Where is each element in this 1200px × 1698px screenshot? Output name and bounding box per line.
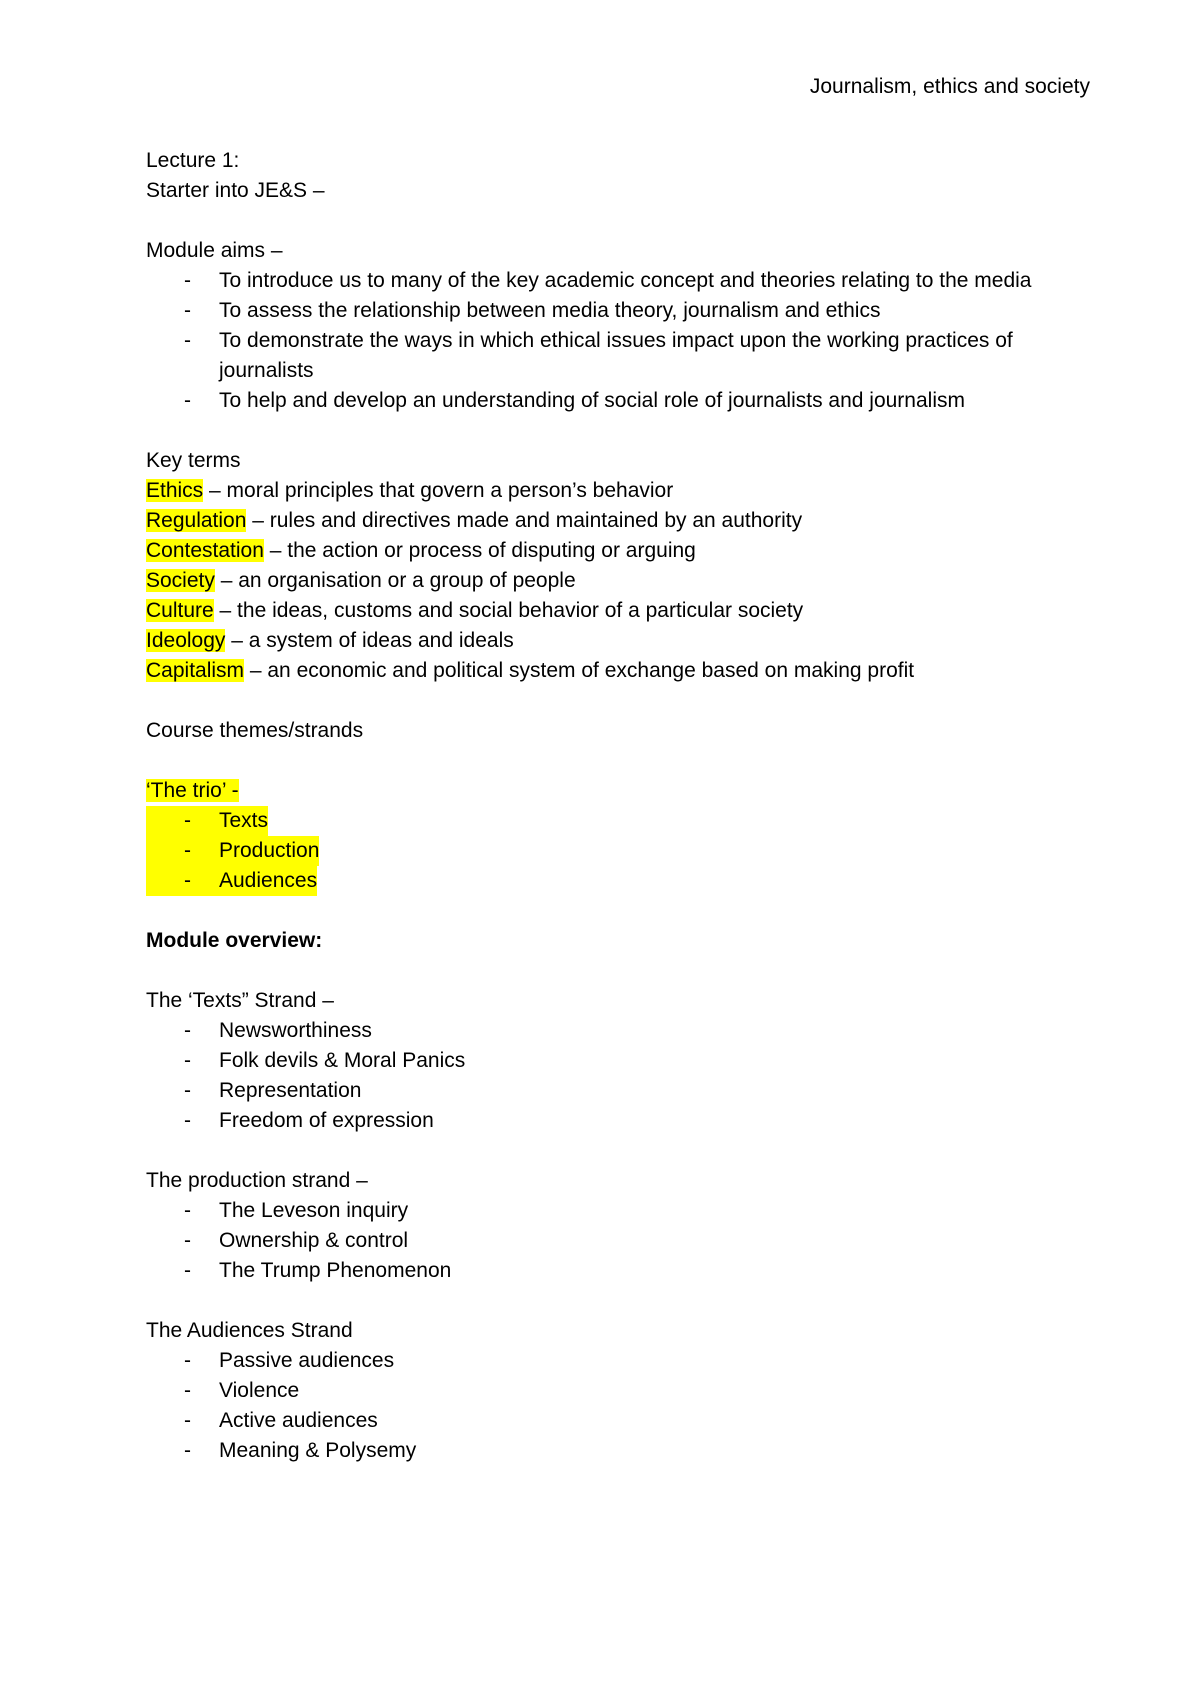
key-term-definition: – rules and directives made and maintained by an authority: [246, 509, 803, 532]
bullet-dash: -: [184, 1199, 191, 1222]
list-item-text: Freedom of expression: [219, 1109, 434, 1132]
list-item: [146, 806, 1066, 836]
list-item: [146, 1436, 1066, 1466]
key-term-row: [146, 476, 1066, 506]
production-strand-heading: The production strand –: [146, 1169, 368, 1192]
production-strand-list: [146, 1196, 1066, 1286]
key-term-row: [146, 656, 1066, 686]
bullet-dash: -: [184, 1379, 191, 1402]
bullet-dash: -: [184, 1109, 191, 1132]
list-item: [146, 1016, 1066, 1046]
list-item-text: To assess the relationship between media theory, journalism and ethics: [219, 299, 881, 322]
key-term: Society: [146, 569, 215, 592]
bullet-dash: -: [184, 1349, 191, 1372]
module-overview-heading: Module overview:: [146, 929, 323, 952]
list-item: [146, 1196, 1066, 1226]
list-item-text: To demonstrate the ways in which ethical issues impact upon the working practices of journalists: [219, 329, 1013, 382]
list-item-text: Folk devils & Moral Panics: [219, 1049, 466, 1072]
bullet-dash: -: [184, 1409, 191, 1432]
audiences-strand-heading: The Audiences Strand: [146, 1319, 353, 1342]
module-aims-heading: Module aims –: [146, 239, 283, 262]
key-term: Contestation: [146, 539, 264, 562]
key-term-row: [146, 596, 1066, 626]
list-item: [146, 866, 1066, 896]
key-term: Ideology: [146, 629, 226, 652]
key-terms-heading: Key terms: [146, 449, 241, 472]
list-item: [146, 296, 1066, 326]
lecture-title: Lecture 1:: [146, 149, 240, 172]
bullet-dash: -: [184, 1229, 191, 1252]
list-item-text: To help and develop an understanding of social role of journalists and journalism: [219, 389, 965, 412]
bullet-dash: -: [184, 299, 191, 322]
list-item: [146, 386, 1066, 416]
highlighted-item: [146, 806, 268, 836]
bullet-dash: -: [184, 1439, 191, 1462]
highlighted-item: [146, 836, 319, 866]
spacer: [146, 746, 1066, 776]
bullet-dash: -: [184, 389, 191, 412]
spacer: [146, 206, 1066, 236]
key-term-definition: – a system of ideas and ideals: [225, 629, 514, 652]
spacer: [146, 956, 1066, 986]
spacer: [146, 686, 1066, 716]
key-term-row: [146, 506, 1066, 536]
key-term-row: [146, 626, 1066, 656]
bullet-dash: -: [184, 839, 191, 862]
lecture-subtitle: Starter into JE&S –: [146, 179, 325, 202]
list-item: [146, 836, 1066, 866]
key-term-definition: – the action or process of disputing or arguing: [263, 539, 696, 562]
list-item: [146, 266, 1066, 296]
page-header: Journalism, ethics and society: [809, 75, 1090, 98]
list-item-text: Audiences: [219, 869, 318, 892]
list-item-text: Representation: [219, 1079, 362, 1102]
list-item: [146, 1046, 1066, 1076]
key-term: Ethics: [146, 479, 204, 502]
texts-strand-list: [146, 1016, 1066, 1136]
list-item: [146, 1076, 1066, 1106]
key-term-definition: – an economic and political system of exchange based on making profit: [244, 659, 915, 682]
key-term-definition: – moral principles that govern a person’s behavior: [203, 479, 674, 502]
trio-heading: ‘The trio’ -: [146, 779, 239, 802]
spacer: [146, 896, 1066, 926]
trio-list: [146, 806, 1066, 896]
course-themes-heading: Course themes/strands: [146, 719, 364, 742]
list-item-text: Ownership & control: [219, 1229, 409, 1252]
list-item: [146, 1106, 1066, 1136]
bullet-dash: -: [184, 1019, 191, 1042]
key-term: Regulation: [146, 509, 247, 532]
list-item-text: Texts: [219, 809, 269, 832]
key-term-row: [146, 536, 1066, 566]
bullet-dash: -: [184, 809, 191, 832]
module-aims-list: [146, 266, 1066, 416]
list-item: [146, 1346, 1066, 1376]
list-item: [146, 1256, 1066, 1286]
bullet-dash: -: [184, 1079, 191, 1102]
bullet-dash: -: [184, 1259, 191, 1282]
bullet-dash: -: [184, 329, 191, 352]
key-term-definition: – an organisation or a group of people: [214, 569, 576, 592]
trio-heading-row: [146, 776, 1066, 806]
highlighted-item: [146, 866, 317, 896]
bullet-dash: -: [184, 1049, 191, 1072]
list-item-text: Newsworthiness: [219, 1019, 372, 1042]
texts-strand-heading: The ‘Texts” Strand –: [146, 989, 334, 1012]
list-item: [146, 326, 1066, 386]
spacer: [146, 1136, 1066, 1166]
list-item-text: Violence: [219, 1379, 300, 1402]
list-item: [146, 1226, 1066, 1256]
key-term-definition: – the ideas, customs and social behavior of a particular society: [213, 599, 804, 622]
audiences-strand-list: [146, 1346, 1066, 1466]
list-item-text: Active audiences: [219, 1409, 378, 1432]
list-item-text: Passive audiences: [219, 1349, 395, 1372]
key-term: Capitalism: [146, 659, 245, 682]
list-item-text: To introduce us to many of the key academic concept and theories relating to the media: [219, 269, 1032, 292]
list-item: [146, 1406, 1066, 1436]
key-term-row: [146, 566, 1066, 596]
key-term: Culture: [146, 599, 214, 622]
list-item-text: Meaning & Polysemy: [219, 1439, 417, 1462]
list-item-text: The Trump Phenomenon: [219, 1259, 452, 1282]
spacer: [146, 416, 1066, 446]
bullet-dash: -: [184, 269, 191, 292]
spacer: [146, 1286, 1066, 1316]
list-item-text: Production: [219, 839, 320, 862]
bullet-dash: -: [184, 869, 191, 892]
document-body: [146, 146, 1066, 1466]
list-item: [146, 1376, 1066, 1406]
list-item-text: The Leveson inquiry: [219, 1199, 409, 1222]
